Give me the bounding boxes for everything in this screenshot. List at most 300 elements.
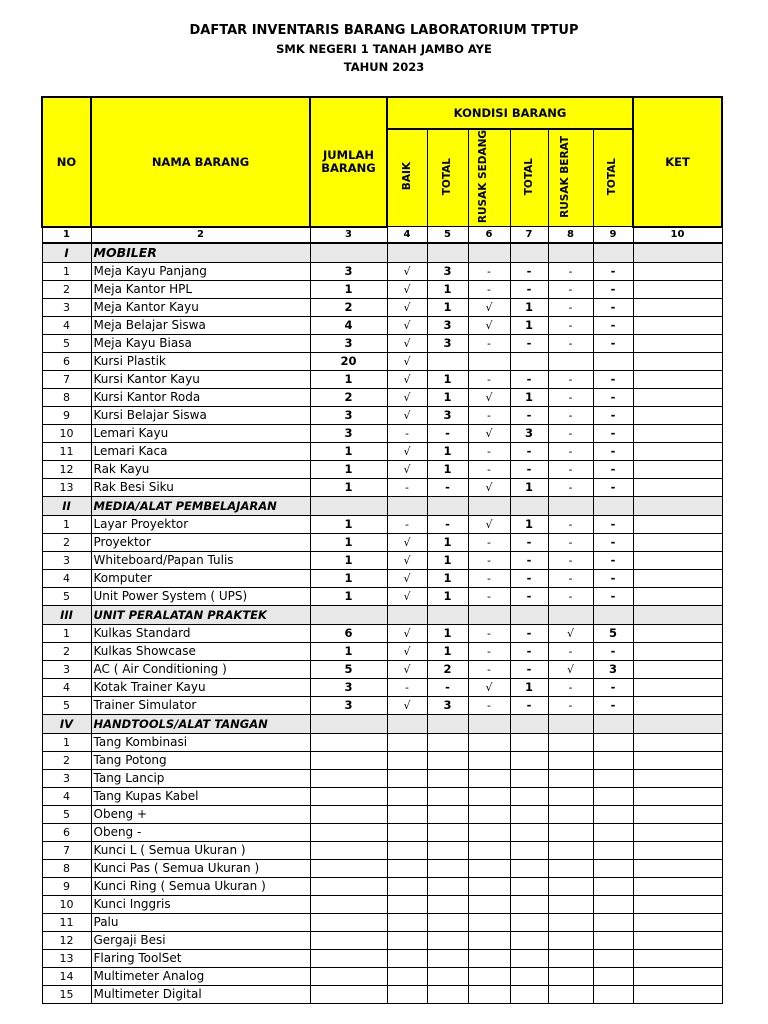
- empty-cell: [310, 243, 387, 263]
- total-rusak-berat: [593, 877, 633, 895]
- condition-rusak-sedang: [468, 913, 510, 931]
- total-baik: [427, 352, 468, 370]
- total-baik: 1: [427, 298, 468, 316]
- item-quantity: [310, 931, 387, 949]
- total-rusak-berat: -: [593, 262, 633, 280]
- total-rusak-sedang: -: [510, 551, 548, 569]
- item-notes: [633, 949, 722, 967]
- condition-rusak-sedang: [468, 805, 510, 823]
- condition-baik: √: [387, 370, 427, 388]
- condition-rusak-berat: -: [548, 460, 593, 478]
- condition-rusak-berat: [548, 949, 593, 967]
- table-row: [42, 877, 722, 895]
- item-quantity: 20: [310, 352, 387, 370]
- condition-rusak-berat: -: [548, 280, 593, 298]
- item-name: Trainer Simulator: [91, 696, 310, 714]
- table-row: [42, 316, 722, 334]
- table-row: [42, 442, 722, 460]
- empty-cell: [593, 243, 633, 263]
- column-number: 1: [42, 227, 91, 243]
- item-name: Rak Besi Siku: [91, 478, 310, 496]
- condition-rusak-sedang: [468, 841, 510, 859]
- item-name: Gergaji Besi: [91, 931, 310, 949]
- section-number: IV: [42, 714, 91, 733]
- header-total-berat: TOTAL: [593, 129, 633, 227]
- empty-cell: [510, 243, 548, 263]
- total-baik: 3: [427, 316, 468, 334]
- item-name: Meja Kantor HPL: [91, 280, 310, 298]
- condition-baik: [387, 967, 427, 985]
- inventory-table: [41, 96, 723, 1004]
- table-row: [42, 787, 722, 805]
- empty-cell: [548, 714, 593, 733]
- item-number: 8: [42, 859, 91, 877]
- total-rusak-berat: [593, 352, 633, 370]
- condition-rusak-berat: -: [548, 569, 593, 587]
- total-rusak-berat: -: [593, 551, 633, 569]
- item-notes: [633, 442, 722, 460]
- empty-cell: [468, 243, 510, 263]
- total-rusak-sedang: [510, 751, 548, 769]
- document-title: DAFTAR INVENTARIS BARANG LABORATORIUM TPTUP: [189, 23, 579, 38]
- total-baik: [427, 787, 468, 805]
- item-notes: [633, 805, 722, 823]
- item-quantity: 1: [310, 460, 387, 478]
- total-baik: 1: [427, 624, 468, 642]
- item-quantity: [310, 805, 387, 823]
- empty-cell: [633, 605, 722, 624]
- item-number: 6: [42, 352, 91, 370]
- item-quantity: 5: [310, 660, 387, 678]
- empty-cell: [593, 714, 633, 733]
- item-quantity: 3: [310, 262, 387, 280]
- condition-rusak-sedang: -: [468, 406, 510, 424]
- condition-rusak-berat: -: [548, 642, 593, 660]
- item-name: Tang Kupas Kabel: [91, 787, 310, 805]
- table-row: [42, 424, 722, 442]
- total-rusak-berat: [593, 733, 633, 751]
- condition-rusak-sedang: √: [468, 298, 510, 316]
- condition-rusak-berat: -: [548, 298, 593, 316]
- item-quantity: 1: [310, 642, 387, 660]
- empty-cell: [310, 714, 387, 733]
- total-baik: [427, 751, 468, 769]
- condition-baik: [387, 913, 427, 931]
- total-baik: 3: [427, 406, 468, 424]
- item-name: Meja Belajar Siswa: [91, 316, 310, 334]
- table-row: [42, 931, 722, 949]
- total-rusak-sedang: [510, 841, 548, 859]
- total-rusak-sedang: [510, 787, 548, 805]
- header-total-baik: TOTAL: [427, 129, 468, 227]
- item-name: Kursi Kantor Kayu: [91, 370, 310, 388]
- total-baik: [427, 931, 468, 949]
- total-rusak-sedang: -: [510, 406, 548, 424]
- total-baik: [427, 877, 468, 895]
- item-notes: [633, 769, 722, 787]
- section-row: [42, 714, 722, 733]
- total-rusak-sedang: [510, 769, 548, 787]
- column-number: 8: [548, 227, 593, 243]
- condition-rusak-berat: [548, 787, 593, 805]
- item-notes: [633, 823, 722, 841]
- item-quantity: 1: [310, 478, 387, 496]
- item-number: 11: [42, 442, 91, 460]
- item-notes: [633, 352, 722, 370]
- condition-baik: [387, 751, 427, 769]
- condition-baik: [387, 769, 427, 787]
- total-baik: 3: [427, 334, 468, 352]
- condition-rusak-sedang: √: [468, 678, 510, 696]
- total-rusak-sedang: [510, 967, 548, 985]
- item-notes: [633, 478, 722, 496]
- condition-rusak-berat: [548, 913, 593, 931]
- condition-rusak-berat: [548, 805, 593, 823]
- total-baik: 1: [427, 388, 468, 406]
- total-rusak-berat: -: [593, 370, 633, 388]
- empty-cell: [548, 243, 593, 263]
- condition-baik: √: [387, 406, 427, 424]
- total-baik: -: [427, 678, 468, 696]
- condition-rusak-sedang: -: [468, 442, 510, 460]
- total-baik: 1: [427, 569, 468, 587]
- condition-baik: [387, 733, 427, 751]
- item-notes: [633, 787, 722, 805]
- item-number: 6: [42, 823, 91, 841]
- item-name: Meja Kayu Biasa: [91, 334, 310, 352]
- total-rusak-berat: -: [593, 515, 633, 533]
- condition-rusak-sedang: -: [468, 569, 510, 587]
- table-row: [42, 769, 722, 787]
- table-header: [42, 97, 722, 227]
- table-row: [42, 406, 722, 424]
- condition-rusak-sedang: [468, 769, 510, 787]
- condition-baik: [387, 841, 427, 859]
- empty-cell: [387, 605, 427, 624]
- total-rusak-berat: -: [593, 533, 633, 551]
- item-name: Kulkas Showcase: [91, 642, 310, 660]
- item-quantity: 2: [310, 388, 387, 406]
- empty-cell: [427, 605, 468, 624]
- item-name: Kunci Pas ( Semua Ukuran ): [91, 859, 310, 877]
- condition-rusak-sedang: [468, 859, 510, 877]
- total-rusak-berat: -: [593, 696, 633, 714]
- item-name: Obeng +: [91, 805, 310, 823]
- condition-rusak-sedang: √: [468, 515, 510, 533]
- column-number-row: [42, 227, 722, 243]
- total-rusak-berat: [593, 967, 633, 985]
- table-row: [42, 460, 722, 478]
- table-row: [42, 949, 722, 967]
- item-name: Kursi Plastik: [91, 352, 310, 370]
- total-rusak-berat: -: [593, 388, 633, 406]
- empty-cell: [548, 605, 593, 624]
- item-notes: [633, 280, 722, 298]
- condition-rusak-sedang: [468, 949, 510, 967]
- item-quantity: 1: [310, 280, 387, 298]
- item-quantity: 2: [310, 298, 387, 316]
- item-number: 8: [42, 388, 91, 406]
- item-number: 3: [42, 551, 91, 569]
- header-rusak-berat: RUSAK BERAT: [548, 129, 593, 227]
- empty-cell: [387, 714, 427, 733]
- condition-rusak-berat: [548, 895, 593, 913]
- item-notes: [633, 370, 722, 388]
- item-number: 7: [42, 370, 91, 388]
- item-name: Lemari Kayu: [91, 424, 310, 442]
- total-rusak-sedang: -: [510, 533, 548, 551]
- item-name: Kunci Ring ( Semua Ukuran ): [91, 877, 310, 895]
- item-name: Kursi Belajar Siswa: [91, 406, 310, 424]
- condition-rusak-sedang: -: [468, 642, 510, 660]
- item-number: 5: [42, 587, 91, 605]
- total-rusak-sedang: [510, 859, 548, 877]
- total-baik: 3: [427, 262, 468, 280]
- total-rusak-sedang: -: [510, 696, 548, 714]
- item-notes: [633, 587, 722, 605]
- condition-baik: -: [387, 515, 427, 533]
- item-notes: [633, 985, 722, 1003]
- total-rusak-berat: -: [593, 298, 633, 316]
- item-number: 12: [42, 460, 91, 478]
- total-baik: [427, 985, 468, 1003]
- item-quantity: [310, 877, 387, 895]
- condition-rusak-sedang: [468, 931, 510, 949]
- table-body: [42, 227, 722, 1004]
- total-rusak-sedang: 1: [510, 388, 548, 406]
- item-notes: [633, 533, 722, 551]
- total-rusak-sedang: -: [510, 660, 548, 678]
- item-quantity: 1: [310, 515, 387, 533]
- total-rusak-sedang: [510, 913, 548, 931]
- total-rusak-sedang: -: [510, 460, 548, 478]
- section-number: III: [42, 605, 91, 624]
- condition-rusak-berat: -: [548, 334, 593, 352]
- condition-rusak-sedang: [468, 967, 510, 985]
- condition-rusak-sedang: [468, 823, 510, 841]
- item-quantity: 3: [310, 424, 387, 442]
- item-notes: [633, 642, 722, 660]
- empty-cell: [633, 496, 722, 515]
- condition-rusak-berat: [548, 859, 593, 877]
- table-row: [42, 388, 722, 406]
- table-row: [42, 298, 722, 316]
- table-row: [42, 624, 722, 642]
- total-baik: 1: [427, 642, 468, 660]
- empty-cell: [310, 605, 387, 624]
- total-baik: 1: [427, 460, 468, 478]
- condition-baik: √: [387, 660, 427, 678]
- condition-rusak-berat: -: [548, 533, 593, 551]
- table-row: [42, 533, 722, 551]
- condition-baik: -: [387, 678, 427, 696]
- item-number: 10: [42, 424, 91, 442]
- condition-baik: √: [387, 533, 427, 551]
- total-rusak-sedang: -: [510, 442, 548, 460]
- item-name: Komputer: [91, 569, 310, 587]
- total-rusak-sedang: -: [510, 370, 548, 388]
- total-rusak-sedang: [510, 985, 548, 1003]
- item-name: AC ( Air Conditioning ): [91, 660, 310, 678]
- condition-rusak-sedang: -: [468, 660, 510, 678]
- item-notes: [633, 406, 722, 424]
- condition-rusak-sedang: √: [468, 388, 510, 406]
- condition-rusak-berat: -: [548, 587, 593, 605]
- condition-rusak-berat: [548, 733, 593, 751]
- table-row: [42, 823, 722, 841]
- condition-rusak-berat: -: [548, 696, 593, 714]
- item-name: Layar Proyektor: [91, 515, 310, 533]
- item-number: 1: [42, 624, 91, 642]
- total-rusak-berat: -: [593, 406, 633, 424]
- column-number: 9: [593, 227, 633, 243]
- item-quantity: 1: [310, 442, 387, 460]
- condition-rusak-sedang: -: [468, 587, 510, 605]
- item-name: Multimeter Analog: [91, 967, 310, 985]
- section-row: [42, 243, 722, 263]
- empty-cell: [593, 496, 633, 515]
- condition-rusak-berat: -: [548, 370, 593, 388]
- empty-cell: [510, 605, 548, 624]
- empty-cell: [593, 605, 633, 624]
- condition-baik: [387, 931, 427, 949]
- document-header: [0, 22, 768, 76]
- condition-baik: [387, 949, 427, 967]
- item-number: 13: [42, 478, 91, 496]
- table-row: [42, 859, 722, 877]
- item-quantity: [310, 787, 387, 805]
- total-baik: [427, 859, 468, 877]
- item-notes: [633, 733, 722, 751]
- total-rusak-sedang: -: [510, 334, 548, 352]
- condition-rusak-berat: -: [548, 406, 593, 424]
- condition-baik: √: [387, 569, 427, 587]
- item-number: 1: [42, 262, 91, 280]
- item-quantity: 3: [310, 334, 387, 352]
- condition-baik: √: [387, 642, 427, 660]
- item-notes: [633, 515, 722, 533]
- condition-rusak-sedang: [468, 733, 510, 751]
- item-notes: [633, 424, 722, 442]
- total-rusak-berat: [593, 841, 633, 859]
- total-rusak-sedang: [510, 931, 548, 949]
- table-row: [42, 913, 722, 931]
- column-number: 5: [427, 227, 468, 243]
- total-baik: [427, 805, 468, 823]
- condition-baik: √: [387, 587, 427, 605]
- total-rusak-berat: [593, 787, 633, 805]
- condition-rusak-sedang: -: [468, 551, 510, 569]
- table-row: [42, 841, 722, 859]
- table-row: [42, 678, 722, 696]
- condition-rusak-sedang: -: [468, 624, 510, 642]
- document-year: TAHUN 2023: [343, 60, 425, 74]
- item-name: Proyektor: [91, 533, 310, 551]
- section-name: HANDTOOLS/ALAT TANGAN: [91, 714, 310, 733]
- total-baik: [427, 967, 468, 985]
- total-rusak-sedang: 3: [510, 424, 548, 442]
- condition-baik: [387, 859, 427, 877]
- condition-baik: -: [387, 424, 427, 442]
- item-quantity: [310, 733, 387, 751]
- total-rusak-berat: [593, 949, 633, 967]
- condition-rusak-sedang: -: [468, 334, 510, 352]
- condition-rusak-sedang: [468, 877, 510, 895]
- empty-cell: [387, 243, 427, 263]
- empty-cell: [633, 714, 722, 733]
- header-baik: BAIK: [387, 129, 427, 227]
- total-baik: -: [427, 515, 468, 533]
- item-quantity: 1: [310, 587, 387, 605]
- total-baik: 1: [427, 280, 468, 298]
- total-rusak-berat: [593, 913, 633, 931]
- item-name: Flaring ToolSet: [91, 949, 310, 967]
- item-name: Kunci Inggris: [91, 895, 310, 913]
- total-rusak-sedang: 1: [510, 678, 548, 696]
- empty-cell: [310, 496, 387, 515]
- item-name: Rak Kayu: [91, 460, 310, 478]
- column-number: 2: [91, 227, 310, 243]
- item-name: Tang Lancip: [91, 769, 310, 787]
- empty-cell: [548, 496, 593, 515]
- section-name: MEDIA/ALAT PEMBELAJARAN: [91, 496, 310, 515]
- condition-baik: [387, 985, 427, 1003]
- total-rusak-sedang: 1: [510, 478, 548, 496]
- condition-rusak-sedang: [468, 751, 510, 769]
- total-rusak-sedang: 1: [510, 298, 548, 316]
- item-name: Multimeter Digital: [91, 985, 310, 1003]
- condition-baik: √: [387, 388, 427, 406]
- condition-rusak-berat: [548, 931, 593, 949]
- header-total-sedang: TOTAL: [510, 129, 548, 227]
- item-notes: [633, 895, 722, 913]
- total-baik: [427, 823, 468, 841]
- condition-baik: [387, 787, 427, 805]
- condition-baik: √: [387, 551, 427, 569]
- item-quantity: [310, 895, 387, 913]
- condition-rusak-berat: -: [548, 388, 593, 406]
- total-rusak-sedang: 1: [510, 515, 548, 533]
- table-row: [42, 551, 722, 569]
- school-name: SMK NEGERI 1 TANAH JAMBO AYE: [276, 42, 492, 56]
- total-rusak-berat: -: [593, 442, 633, 460]
- table-row: [42, 751, 722, 769]
- item-notes: [633, 931, 722, 949]
- condition-baik: √: [387, 352, 427, 370]
- item-number: 4: [42, 678, 91, 696]
- empty-cell: [468, 605, 510, 624]
- item-quantity: [310, 859, 387, 877]
- total-rusak-sedang: [510, 805, 548, 823]
- item-number: 7: [42, 841, 91, 859]
- table-row: [42, 733, 722, 751]
- item-number: 2: [42, 751, 91, 769]
- condition-rusak-berat: [548, 841, 593, 859]
- total-rusak-sedang: [510, 352, 548, 370]
- condition-rusak-berat: √: [548, 660, 593, 678]
- section-name: UNIT PERALATAN PRAKTEK: [91, 605, 310, 624]
- item-number: 14: [42, 967, 91, 985]
- item-notes: [633, 569, 722, 587]
- item-notes: [633, 660, 722, 678]
- item-name: Whiteboard/Papan Tulis: [91, 551, 310, 569]
- total-baik: [427, 895, 468, 913]
- total-rusak-sedang: [510, 949, 548, 967]
- table-row: [42, 262, 722, 280]
- condition-baik: [387, 805, 427, 823]
- item-name: Meja Kayu Panjang: [91, 262, 310, 280]
- item-name: Kunci L ( Semua Ukuran ): [91, 841, 310, 859]
